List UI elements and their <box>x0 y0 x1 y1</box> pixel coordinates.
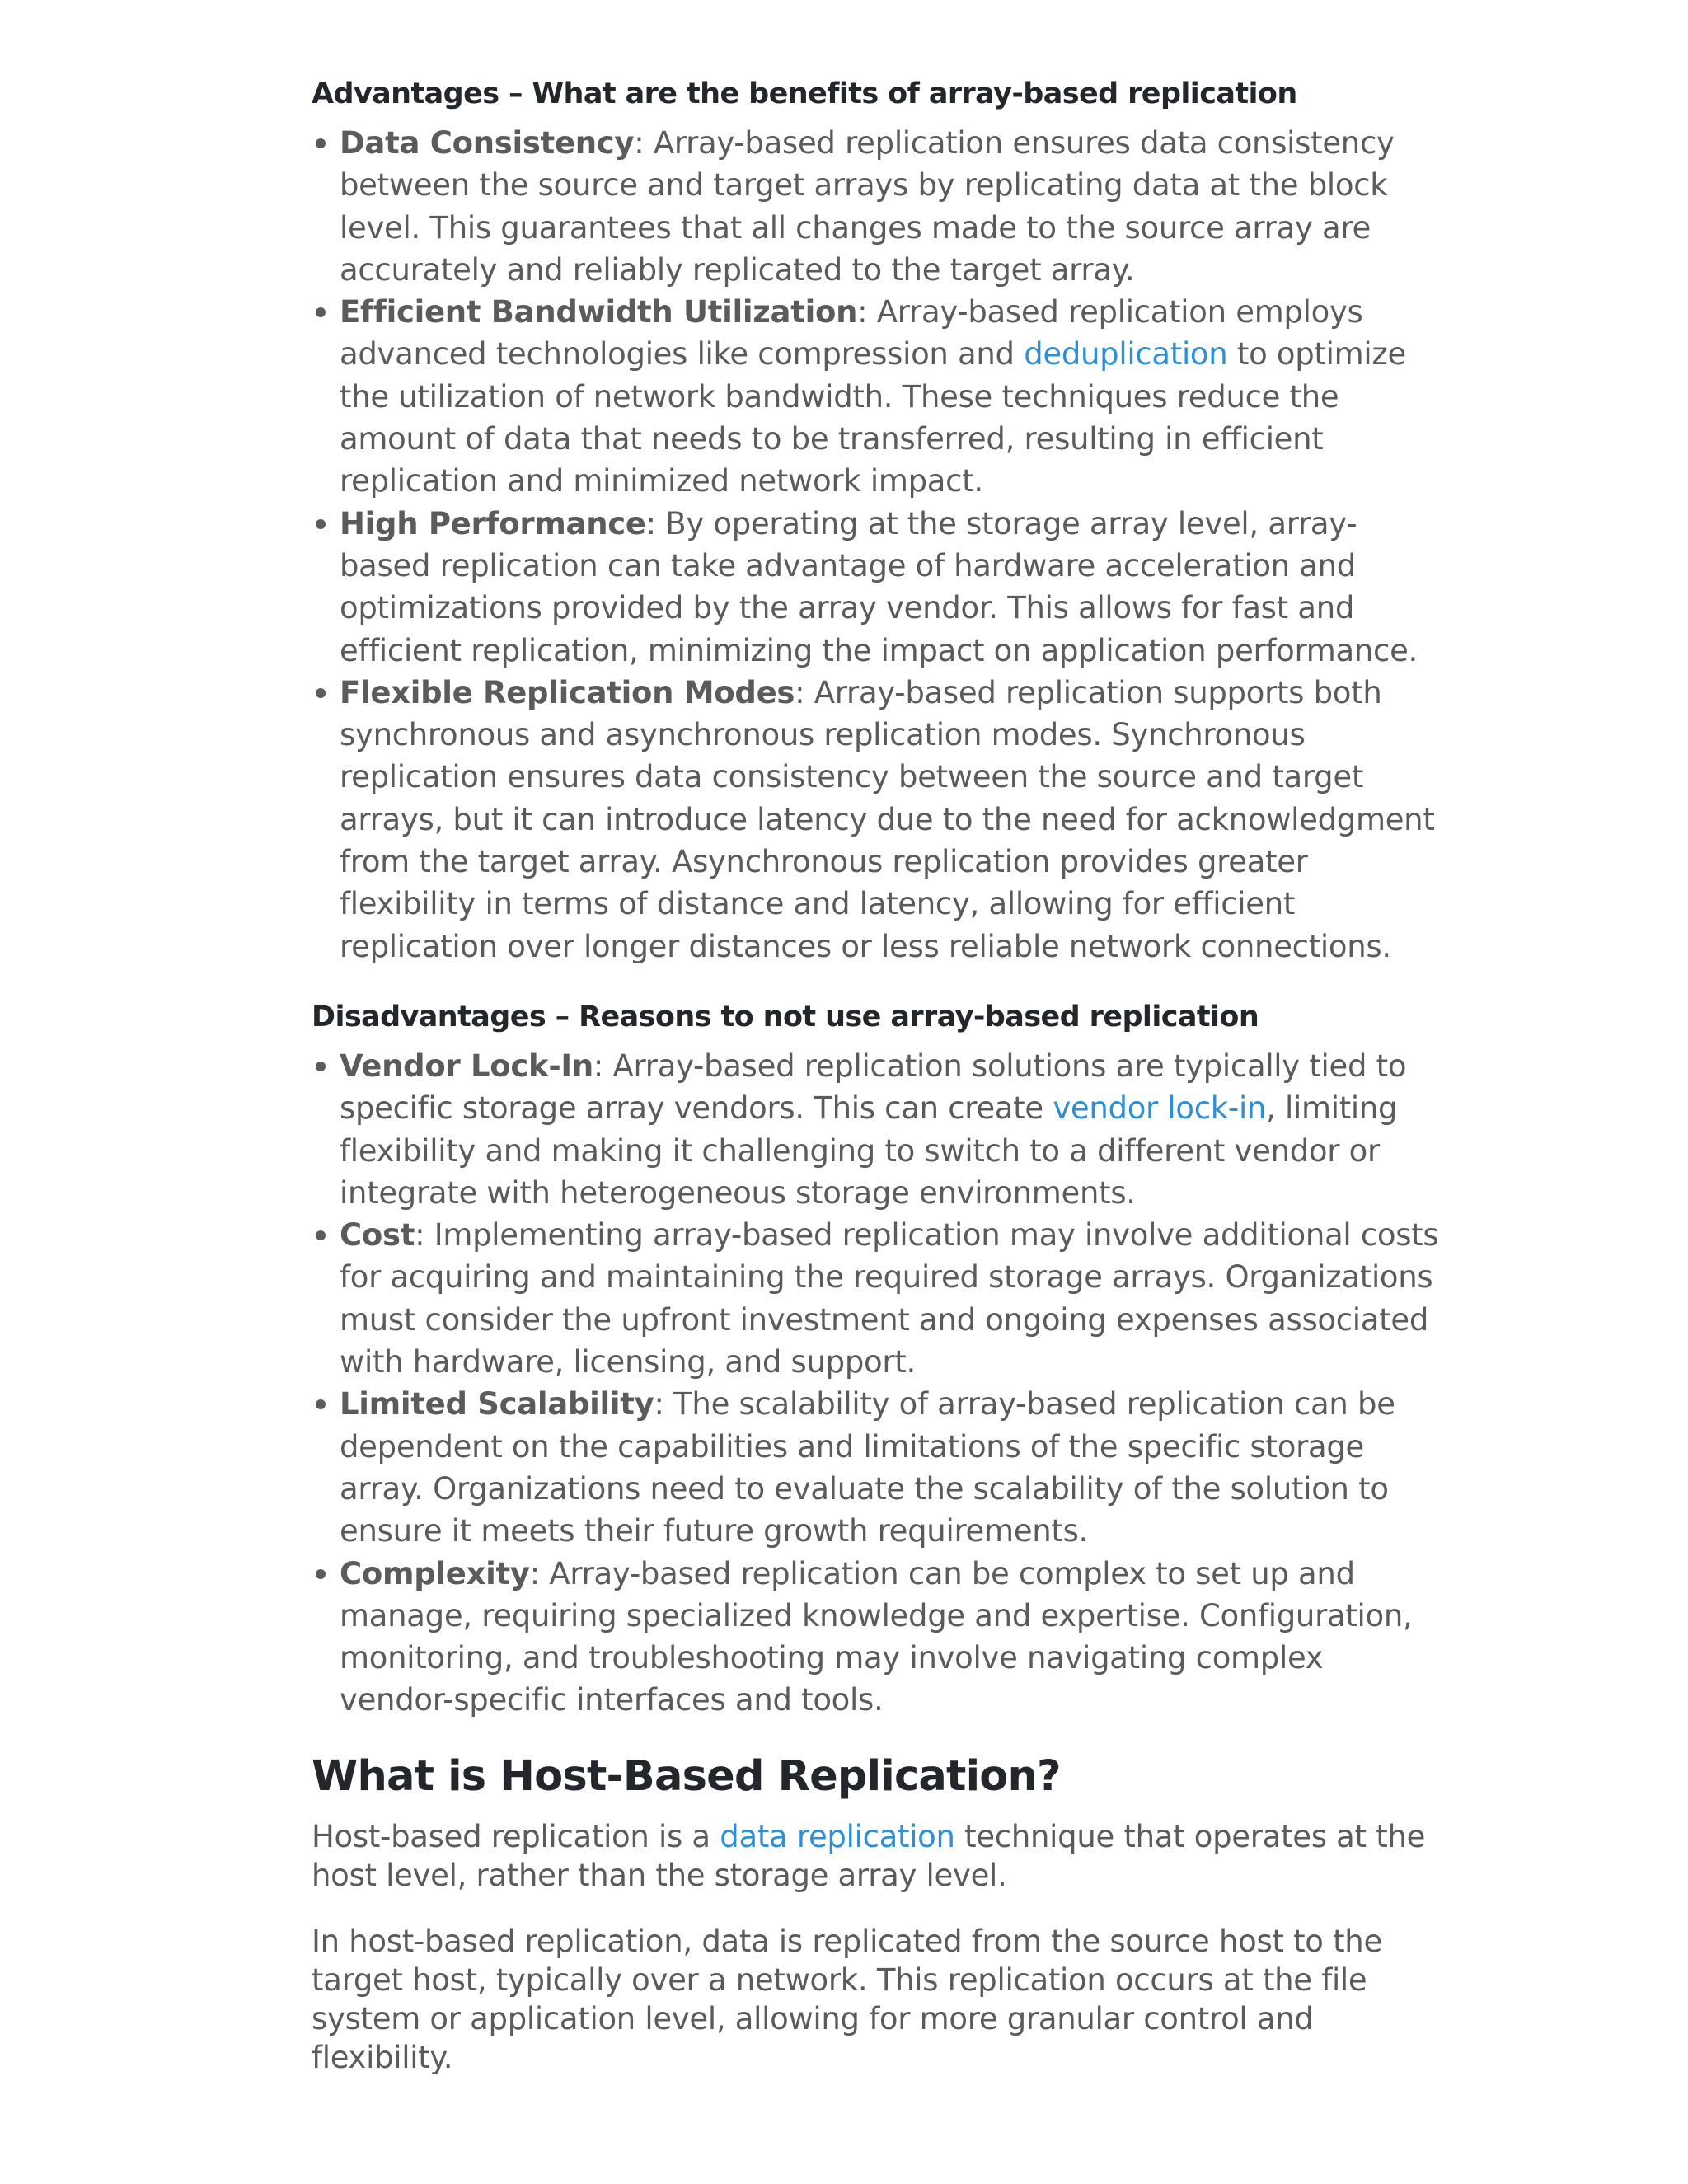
bullet-term: Complexity <box>340 1555 530 1591</box>
bullet-text: : Implementing array-based replication may involve additional costs for acquiring and maintaining the required storage arrays. Organizations must consider the upfront investment and ongoing expenses associated with hardware, licensing, and support. <box>340 1217 1439 1380</box>
bullet-text: : Array-based replication ensures data consistency between the source and target arrays by replicating data at the block level. This guarantees that all changes made to the source array are accurately and reliably replicated to the target array. <box>340 125 1395 288</box>
bullet-term: Data Consistency <box>340 125 635 161</box>
bullet-term: Limited Scalability <box>340 1386 654 1422</box>
bullet-term: Cost <box>340 1217 415 1254</box>
advantages-list <box>312 122 1441 968</box>
paragraph-text: technique that operates at the host level, rather than the storage array level. <box>312 1818 1426 1893</box>
bullet-term: Flexible Replication Modes <box>340 674 795 710</box>
bullet-text: : Array-based replication employs advanced technologies like compression and <box>340 294 1363 373</box>
advantages-heading: Advantages – What are the benefits of array-based replication <box>312 77 1297 110</box>
list-item <box>340 503 1441 672</box>
disadvantages-heading: Disadvantages – Reasons to not use array-based replication <box>312 1000 1259 1033</box>
bullet-term: Vendor Lock-In <box>340 1047 593 1084</box>
bullet-text: , limiting flexibility and making it challenging to switch to a different vendor or integrate with heterogeneous storage environments. <box>340 1090 1398 1211</box>
deduplication-link[interactable]: deduplication <box>1024 336 1228 373</box>
list-item <box>340 1045 1441 1214</box>
list-item <box>340 1383 1441 1552</box>
bullet-text: : By operating at the storage array level, array-based replication can take advantage of hardware acceleration and optimizations provided by the array vendor. This allows for fast and efficient replication, minimizing the impact on application performance. <box>340 505 1418 668</box>
list-item <box>340 672 1441 968</box>
host-based-replication-heading: What is Host-Based Replication? <box>312 1751 1061 1801</box>
data-replication-link[interactable]: data replication <box>720 1818 955 1854</box>
bullet-text: : The scalability of array-based replication can be dependent on the capabilities and limitations of the specific storage array. Organizations need to evaluate the scalability of the solution to ensure it meets their future growth requirements. <box>340 1386 1395 1549</box>
article-content <box>312 71 1441 2104</box>
list-item <box>340 1553 1441 1722</box>
bullet-text: to optimize the utilization of network bandwidth. These techniques reduce the amount of data that needs to be transferred, resulting in efficient replication and minimized network impact. <box>340 336 1406 499</box>
list-item <box>340 122 1441 291</box>
bullet-text: : Array-based replication solutions are typically tied to specific storage array vendors. This can create <box>340 1047 1407 1127</box>
host-based-detail-paragraph: In host-based replication, data is replicated from the source host to the target host, typically over a network. This replication occurs at the file system or application level, allowing for more granular control and flexibility. <box>312 1923 1382 2075</box>
bullet-term: High Performance <box>340 505 646 541</box>
list-item <box>340 291 1441 502</box>
bullet-text: : Array-based replication supports both synchronous and asynchronous replication modes. Synchronous replication ensures data consistency between the source and target arrays, but it can introduce latency due to the need for acknowledgment from the target array. Asynchronous replication provides greater flexibility in terms of distance and latency, allowing for efficient replication over longer distances or less reliable network connections. <box>340 674 1435 964</box>
vendor-lock-in-link[interactable]: vendor lock-in <box>1053 1090 1267 1127</box>
bullet-term: Efficient Bandwidth Utilization <box>340 294 858 330</box>
disadvantages-list <box>312 1045 1441 1722</box>
host-based-intro-paragraph <box>312 1817 1441 1895</box>
paragraph-text: Host-based replication is a <box>312 1818 720 1854</box>
list-item <box>340 1214 1441 1383</box>
bullet-text: : Array-based replication can be complex to set up and manage, requiring specialized knowledge and expertise. Configuration, monitoring, and troubleshooting may involve navigating complex vendor-specific interfaces and tools. <box>340 1555 1413 1718</box>
